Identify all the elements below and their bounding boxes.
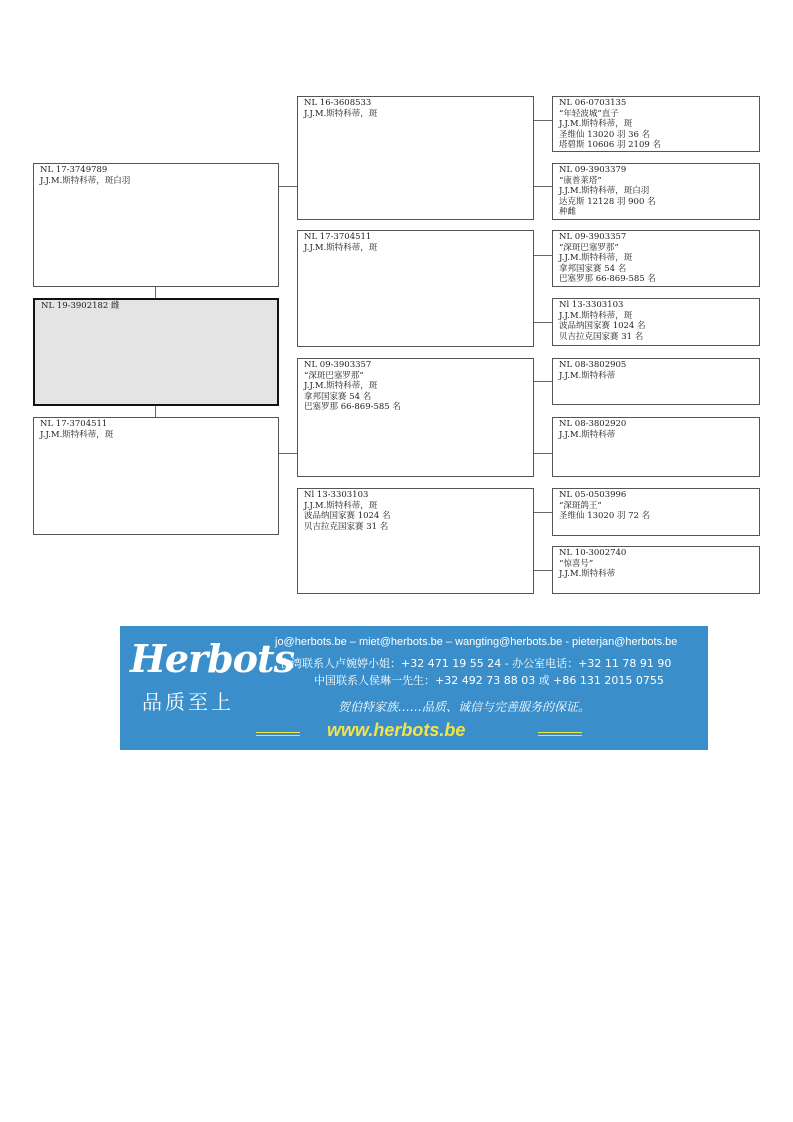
ancestor-3-result-2: 巴塞罗那 66-869-585 名 xyxy=(559,274,656,285)
ancestor-2-note: 种雌 xyxy=(559,207,577,218)
dam-info: J.J.M.斯特科蒂，斑 xyxy=(40,429,114,440)
subject-ring: NL 19-3902182 雌 xyxy=(41,301,120,311)
sire-card xyxy=(33,163,279,287)
dam-dam-card xyxy=(297,488,534,594)
ancestor-card-3 xyxy=(552,230,760,287)
dam-dam-result-2: 贝吉拉克国家赛 31 名 xyxy=(304,521,389,532)
ancestor-1-result-1: 圣维仙 13020 羽 36 名 xyxy=(559,129,651,140)
herbots-logo: Herbots xyxy=(130,636,294,681)
ancestor-2-result: 达克斯 12128 羽 900 名 xyxy=(559,196,656,207)
connector-dam-parents xyxy=(279,453,297,454)
connector-sire-parents xyxy=(279,186,297,187)
ancestor-card-4 xyxy=(552,298,760,346)
sire-dam-ring: NL 17-3704511 xyxy=(304,232,372,242)
connector-g6 xyxy=(534,453,552,454)
banner-taiwan-contact: 台湾联系人卢婉婷小姐：+32 471 19 55 24 - 办公室电话：+32 11 78 91 90 xyxy=(280,657,672,670)
ancestor-4-ring: Nl 13-3303103 xyxy=(559,300,624,310)
ancestor-3-name: “深斑巴塞罗那” xyxy=(559,242,619,253)
ancestor-7-ring: NL 05-0503996 xyxy=(559,490,627,500)
connector-g4 xyxy=(534,322,552,323)
herbots-banner xyxy=(120,626,708,750)
dam-card xyxy=(33,417,279,535)
ancestor-3-result-1: 拿邦国家赛 54 名 xyxy=(559,263,627,274)
subject-card xyxy=(33,298,279,406)
connector-sire-subject xyxy=(155,287,156,298)
connector-g5 xyxy=(534,381,552,382)
ancestor-6-ring: NL 08-3802920 xyxy=(559,419,627,429)
connector-g3 xyxy=(534,255,552,256)
dam-dam-info: J.J.M.斯特科蒂，斑 xyxy=(304,500,378,511)
ancestor-card-5 xyxy=(552,358,760,405)
sire-dam-card xyxy=(297,230,534,347)
sire-info: J.J.M.斯特科蒂，斑白羽 xyxy=(40,175,131,186)
connector-g2 xyxy=(534,186,552,187)
url-deco-right-2 xyxy=(538,735,582,736)
ancestor-7-name: “深斑鸽王” xyxy=(559,500,602,511)
dam-sire-ring: NL 09-3903357 xyxy=(304,360,372,370)
ancestor-card-6 xyxy=(552,417,760,477)
sire-sire-info: J.J.M.斯特科蒂，斑 xyxy=(304,108,378,119)
banner-emails: jo@herbots.be – miet@herbots.be – wangting@herbots.be - pieterjan@herbots.be xyxy=(275,636,678,648)
ancestor-1-result-2: 塔碧斯 10606 羽 2109 名 xyxy=(559,140,661,151)
ancestor-1-ring: NL 06-0703135 xyxy=(559,98,627,108)
sire-sire-ring: NL 16-3608533 xyxy=(304,98,372,108)
banner-china-contact: 中国联系人侯琳一先生：+32 492 73 88 03 或 +86 131 2015 0755 xyxy=(314,674,664,687)
ancestor-1-name: “年轻波城”直子 xyxy=(559,108,619,119)
ancestor-3-info: J.J.M.斯特科蒂，斑 xyxy=(559,253,633,264)
sire-ring: NL 17-3749789 xyxy=(40,165,108,175)
dam-sire-name: “深斑巴塞罗那” xyxy=(304,370,364,381)
banner-slogan: 品质至上 xyxy=(142,690,234,714)
dam-dam-ring: Nl 13-3303103 xyxy=(304,490,369,500)
ancestor-6-info: J.J.M.斯特科蒂 xyxy=(559,429,616,440)
ancestor-5-ring: NL 08-3802905 xyxy=(559,360,627,370)
ancestor-2-name: “康普莱塔” xyxy=(559,175,602,186)
ancestor-card-1 xyxy=(552,96,760,152)
banner-url-link[interactable]: www.herbots.be xyxy=(327,720,466,740)
ancestor-4-info: J.J.M.斯特科蒂，斑 xyxy=(559,310,633,321)
connector-g8 xyxy=(534,570,552,571)
dam-sire-result-2: 巴塞罗那 66-869-585 名 xyxy=(304,402,401,413)
ancestor-card-7 xyxy=(552,488,760,536)
sire-dam-info: J.J.M.斯特科蒂，斑 xyxy=(304,242,378,253)
ancestor-5-info: J.J.M.斯特科蒂 xyxy=(559,370,616,381)
ancestor-2-ring: NL 09-3903379 xyxy=(559,165,627,175)
ancestor-8-info: J.J.M.斯特科蒂 xyxy=(559,569,616,580)
ancestor-card-8 xyxy=(552,546,760,594)
banner-tagline: 贺伯特家族……品质、诚信与完善服务的保证。 xyxy=(338,700,591,714)
ancestor-3-ring: NL 09-3903357 xyxy=(559,232,627,242)
connector-g1 xyxy=(534,120,552,121)
ancestor-7-result: 圣维仙 13020 羽 72 名 xyxy=(559,511,651,522)
ancestor-2-info: J.J.M.斯特科蒂，斑白羽 xyxy=(559,186,650,197)
dam-dam-result-1: 波品纳国家赛 1024 名 xyxy=(304,511,391,522)
sire-sire-card xyxy=(297,96,534,220)
connector-g7 xyxy=(534,512,552,513)
ancestor-4-result-2: 贝吉拉克国家赛 31 名 xyxy=(559,331,644,342)
ancestor-8-name: “惊喜号” xyxy=(559,558,594,569)
ancestor-4-result-1: 波品纳国家赛 1024 名 xyxy=(559,321,646,332)
ancestor-1-info: J.J.M.斯特科蒂，斑 xyxy=(559,119,633,130)
url-deco-left-2 xyxy=(256,735,300,736)
url-deco-right xyxy=(538,732,582,733)
ancestor-8-ring: NL 10-3002740 xyxy=(559,548,627,558)
url-deco-left xyxy=(256,732,300,733)
ancestor-card-2 xyxy=(552,163,760,220)
dam-ring: NL 17-3704511 xyxy=(40,419,108,429)
dam-sire-info: J.J.M.斯特科蒂，斑 xyxy=(304,381,378,392)
connector-subject-dam xyxy=(155,406,156,417)
dam-sire-result-1: 拿邦国家赛 54 名 xyxy=(304,391,372,402)
dam-sire-card xyxy=(297,358,534,477)
